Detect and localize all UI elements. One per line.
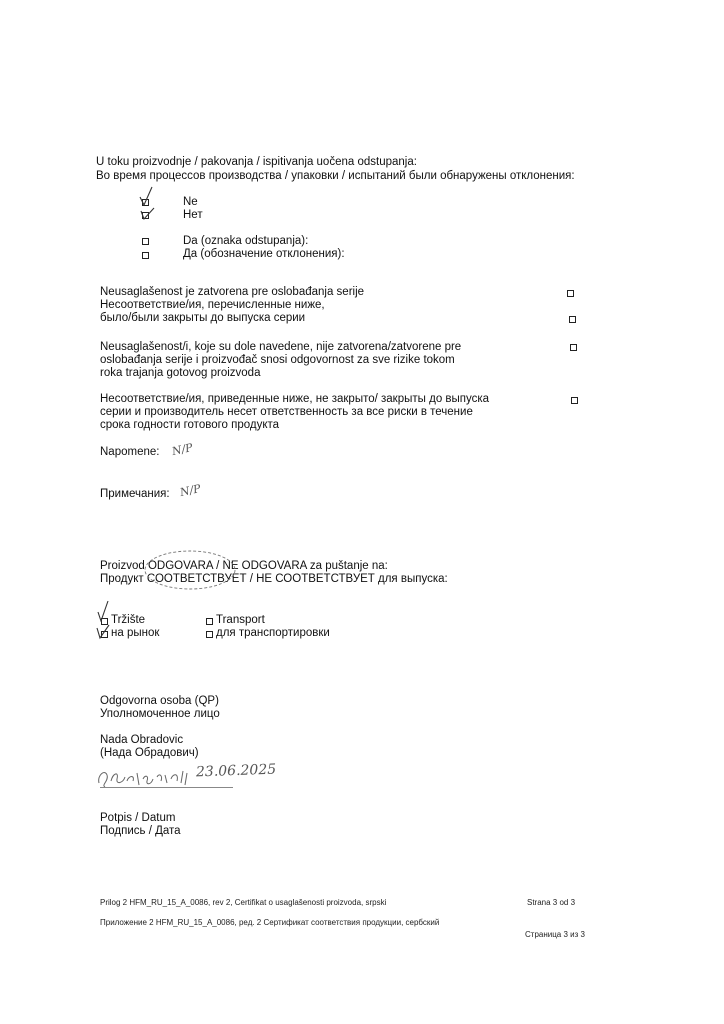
transport-checkbox-ru[interactable]: [206, 631, 213, 638]
signature-line: [100, 787, 233, 788]
remarks-value-ru: N/P: [178, 481, 202, 500]
nc-open-sr-3: roka trajanja gotovog proizvoda: [100, 367, 261, 379]
footer-page-ru: Страница 3 из 3: [525, 930, 585, 939]
nc-closed-sr: Neusaglašenost je zatvorena pre oslobađanja serije: [100, 286, 365, 298]
nc-open-ru-2: серии и производитель несет ответственность за все риски в течение: [100, 406, 473, 418]
yes-checkbox[interactable]: [142, 238, 149, 245]
footer-page-sr: Strana 3 od 3: [527, 898, 576, 907]
remarks-label-sr: Napomene:: [100, 446, 160, 458]
nc-open-ru-3: срока годности готового продукта: [100, 419, 280, 431]
deviation-question-sr: U toku proizvodnje / pakovanja / ispitivanja uočena odstupanja:: [96, 156, 417, 168]
nc-closed-ru-2: было/были закрыты до выпуска серии: [100, 312, 306, 324]
qp-title-sr: Odgovorna osoba (QP): [100, 695, 219, 707]
footer-line-ru: Приложение 2 HFM_RU_15_A_0086, ред. 2 Сертификат соответствия продукции, сербский: [100, 918, 440, 927]
qp-name-ru: (Нада Обрадович): [100, 747, 199, 759]
nc-open-sr-1: Neusaglašenost/i, koje su dole navedene, nije zatvorena/zatvorene pre: [100, 341, 462, 353]
transport-label-sr: Transport: [216, 614, 265, 626]
release-rest-ru: / НЕ СООТВЕТСТВУЕТ для выпуска:: [249, 573, 448, 585]
yes-label-ru: Да (обозначение отклонения):: [183, 248, 345, 260]
nc-open-ru-1: Несоответствие/ия, приведенные ниже, не закрыто/ закрыты до выпуска: [100, 393, 490, 405]
sign-label-ru: Подпись / Дата: [100, 825, 181, 837]
transport-checkbox[interactable]: [206, 618, 213, 625]
release-circled-sr: ODGOVARA: [147, 560, 213, 572]
deviation-question-ru: Во время процессов производства / упаковки / испытаний были обнаружены отклонения:: [96, 170, 575, 182]
market-label-sr: Tržište: [111, 614, 146, 626]
market-label-ru: на рынок: [111, 627, 160, 639]
remarks-value-sr: N/P: [170, 440, 194, 459]
no-label-sr: Ne: [183, 196, 198, 208]
nc-open-checkbox[interactable]: [570, 344, 577, 351]
nc-closed-ru-1: Несоответствие/ия, перечисленные ниже,: [100, 299, 325, 311]
checkmark-icon: [139, 202, 157, 224]
yes-label-sr: Da (oznaka odstupanja):: [183, 235, 309, 247]
yes-checkbox-ru[interactable]: [142, 252, 149, 259]
footer-line-sr: Prilog 2 HFM_RU_15_A_0086, rev 2, Certifikat o usaglašenosti proizvoda, srpski: [100, 898, 387, 907]
transport-label-ru: для транспортировки: [216, 627, 330, 639]
sign-label-sr: Potpis / Datum: [100, 812, 176, 824]
circle-mark-icon: [140, 545, 240, 595]
signature-date: 23.06.2025: [195, 761, 277, 781]
qp-name-sr: Nada Obradovic: [100, 734, 184, 746]
release-rest-sr: / NE ODGOVARA za puštanje na:: [216, 560, 388, 572]
release-circled-ru: СООТВЕТСТВУЕТ: [146, 573, 247, 585]
nc-closed-checkbox[interactable]: [567, 290, 574, 297]
release-prefix-ru: Продукт: [100, 573, 144, 585]
remarks-label-ru: Примечания:: [100, 488, 170, 500]
release-prefix-sr: Proizvod: [100, 560, 145, 572]
nc-open-checkbox-ru[interactable]: [571, 397, 578, 404]
qp-title-ru: Уполномоченное лицо: [100, 708, 220, 720]
nc-closed-checkbox-ru[interactable]: [569, 316, 576, 323]
nc-open-sr-2: oslobađanja serije i proizvođač snosi odgovornost za sve rizike tokom: [100, 354, 455, 366]
no-label-ru: Нет: [183, 209, 203, 221]
